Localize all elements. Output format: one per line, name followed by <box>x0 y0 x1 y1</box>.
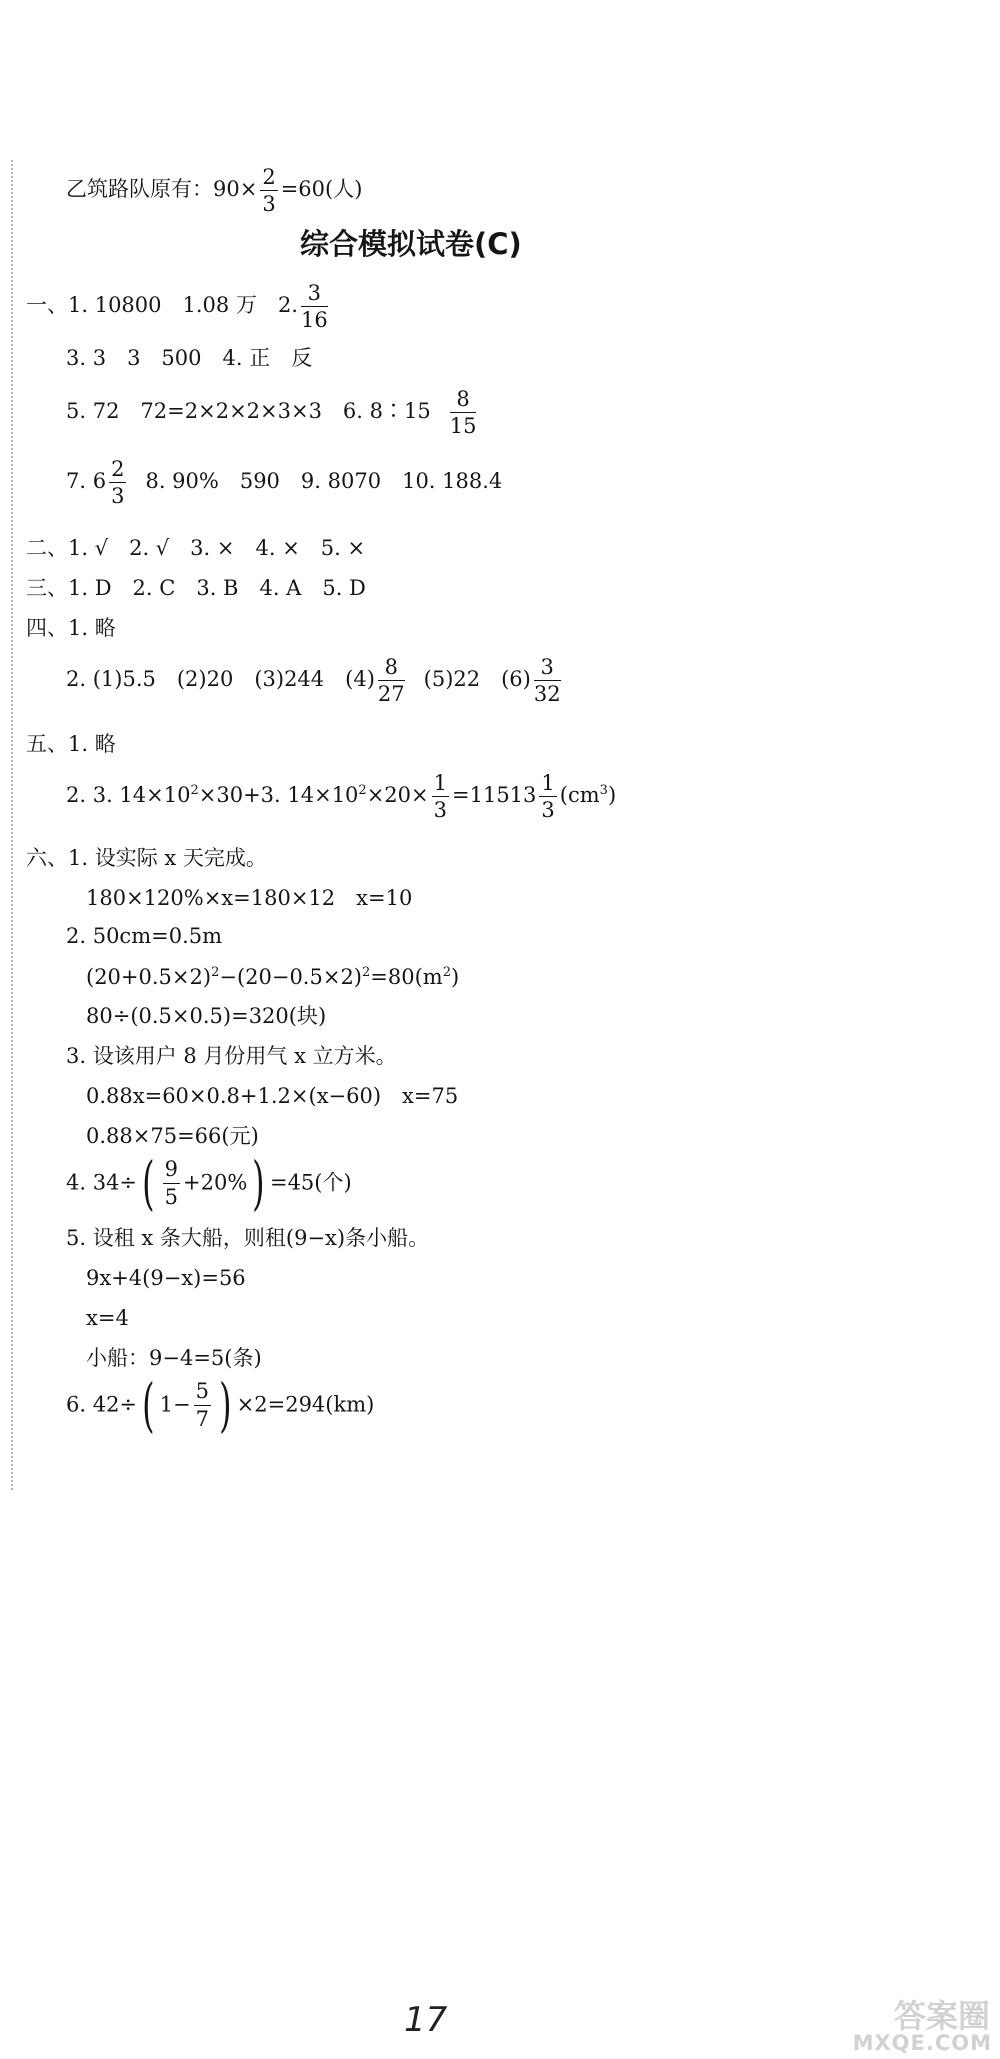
answer-line: 9x+4(9−x)=56 <box>86 1266 246 1290</box>
fraction: $\frac{5}{7}$ <box>195 1379 210 1431</box>
watermark-logo: 答案圈 MXQE.COM <box>852 1997 992 2055</box>
fraction: $\frac{2}{3}$ <box>111 457 125 509</box>
answer-line: 2. 50cm=0.5m <box>66 924 223 948</box>
fraction: $\frac{8}{15}$ <box>449 387 477 439</box>
fraction: $\frac{2}{3}$ <box>262 165 276 217</box>
fraction: $\frac{3}{16}$ <box>301 281 328 333</box>
section-four-line: 四、1. 略 <box>26 616 116 640</box>
fraction: $\frac{1}{3}$ <box>433 771 447 823</box>
page-title: 综合模拟试卷(C) <box>300 227 522 261</box>
answer-line: 乙筑路队原有：90× $\frac{2}{3}$ =60(人) <box>66 165 363 217</box>
answer-line: 7. 6 $\frac{2}{3}$ 8. 90% 590 9. 8070 10. 188.4 <box>66 457 503 509</box>
answer-line: 0.88×75=66(元) <box>86 1124 259 1148</box>
answer-line: 80÷(0.5×0.5)=320(块) <box>86 1004 327 1028</box>
answer-line: 4. 34÷( $\frac{9}{5}$ +20%) =45(个) <box>66 1149 352 1217</box>
answer-line: 3. 3 3 500 4. 正 反 <box>66 346 313 370</box>
fraction: $\frac{8}{27}$ <box>377 655 405 707</box>
answer-line: $(20+0.5\times 2)^2-(20-0.5\times 2)^2=80(m^2)$ <box>86 965 460 989</box>
answer-line: 180×120%×x=180×12 x=10 <box>86 886 413 910</box>
margin-dotted-line <box>11 160 13 1490</box>
section-six-line: 六、1. 设实际 x 天完成。 <box>26 846 267 870</box>
section-one-line: 一、1. 10800 1.08 万 2. $\frac{3}{16}$ <box>26 281 328 333</box>
section-three-line: 三、1. D 2. C 3. B 4. A 5. D <box>26 576 366 600</box>
page-number: 17 <box>404 2000 448 2040</box>
answer-line: 2. 3. $14\times 10^2\times 30+3$. $14\times 10^2\times 20\times$ $\frac{1}{3}$ =11513 $\frac{1}{3}$ $(cm^3)$ <box>66 771 617 823</box>
answer-line: 0.88x=60×0.8+1.2×(x−60) x=75 <box>86 1084 459 1108</box>
answer-line: 3. 设该用户 8 月份用气 x 立方米。 <box>66 1044 397 1068</box>
fraction: $\frac{1}{3}$ <box>541 771 555 823</box>
answer-line: 5. 设租 x 条大船，则租(9−x)条小船。 <box>66 1226 430 1250</box>
section-two-line: 二、1. √ 2. √ 3. × 4. × 5. × <box>26 536 366 560</box>
answer-line: x=4 <box>86 1306 129 1330</box>
section-five-line: 五、1. 略 <box>26 732 116 756</box>
answer-line: 5. 72 72=2×2×2×3×3 6. 8∶15 $\frac{8}{15}$ <box>66 387 477 439</box>
answer-line: 小船：9−4=5(条) <box>86 1346 262 1370</box>
answer-line: 2. (1)5.5 (2)20 (3)244 (4) $\frac{8}{27}$ (5)22 (6) $\frac{3}{32}$ <box>66 655 561 707</box>
answer-line: 6. 42÷( 1− $\frac{5}{7}$ ) ×2=294(km) <box>66 1371 375 1439</box>
fraction: $\frac{9}{5}$ <box>164 1157 179 1209</box>
fraction: $\frac{3}{32}$ <box>533 655 561 707</box>
